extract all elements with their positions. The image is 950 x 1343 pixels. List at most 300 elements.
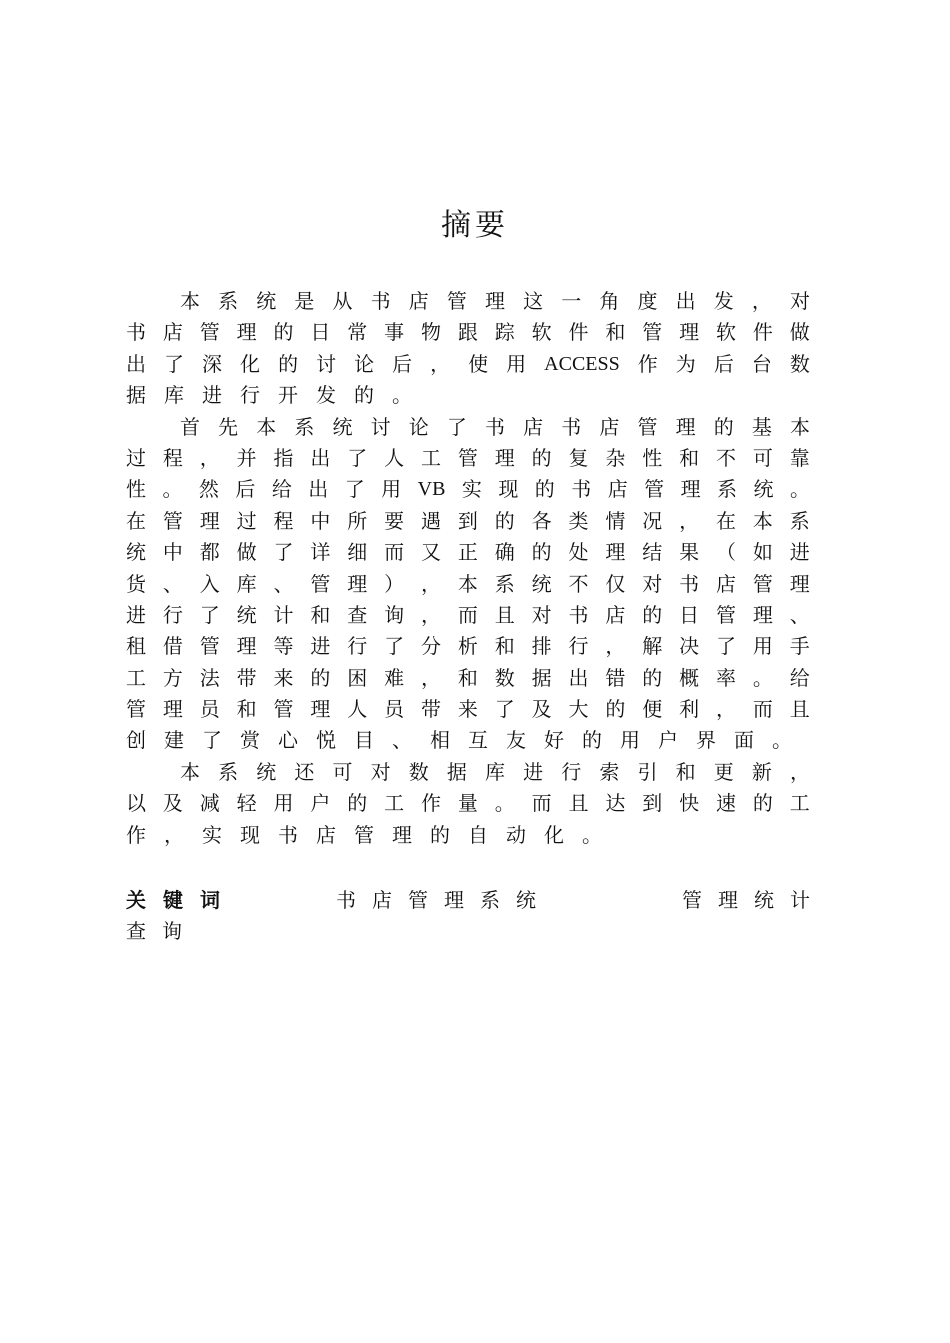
text-char: 杂 bbox=[605, 445, 626, 470]
text-char: 的 bbox=[273, 320, 294, 345]
text-char: 和 bbox=[675, 759, 696, 784]
text-char: 管 bbox=[354, 822, 374, 847]
text-char: 的 bbox=[642, 665, 663, 690]
text-char: 了 bbox=[199, 602, 220, 627]
text-char: 快 bbox=[679, 791, 700, 816]
text-char: 了 bbox=[273, 540, 294, 565]
text-char: 界 bbox=[696, 728, 716, 753]
text-char: 系 bbox=[717, 477, 738, 502]
text-char: 库 bbox=[485, 759, 505, 784]
text-char: 、 bbox=[162, 571, 183, 596]
text-char: 发 bbox=[713, 289, 734, 313]
text-char: 台 bbox=[751, 351, 772, 376]
text-char: 指 bbox=[273, 445, 294, 470]
text-char: 对 bbox=[642, 571, 663, 596]
text-char: 手 bbox=[789, 634, 810, 659]
text-char: 面 bbox=[734, 728, 754, 753]
text-char: 管 bbox=[199, 634, 220, 659]
paragraph-3-line-3 bbox=[126, 820, 810, 851]
text-char: 用 bbox=[752, 634, 773, 659]
text-char: 而 bbox=[384, 540, 405, 565]
text-char: 讨 bbox=[316, 351, 337, 376]
text-char: 和 bbox=[310, 602, 331, 627]
text-char: 理 bbox=[494, 445, 515, 470]
text-char: 统 bbox=[753, 477, 774, 502]
text-char: 本 bbox=[457, 571, 478, 596]
text-char: 书 bbox=[126, 320, 146, 345]
text-char: 便 bbox=[642, 697, 663, 722]
text-char: 如 bbox=[752, 540, 773, 565]
text-char: 据 bbox=[126, 383, 146, 408]
text-char: 数 bbox=[494, 665, 515, 690]
text-char: 赏 bbox=[240, 728, 260, 753]
text-char: 工 bbox=[126, 665, 146, 690]
text-char: 本 bbox=[180, 759, 200, 784]
text-char: ， bbox=[199, 445, 220, 470]
text-char: 和 bbox=[605, 320, 626, 345]
text-char: 相 bbox=[430, 728, 450, 753]
text-char: 的 bbox=[531, 445, 552, 470]
paragraph-2-line-9 bbox=[126, 663, 810, 694]
text-char: 店 bbox=[408, 289, 429, 313]
text-char: 。 bbox=[392, 383, 412, 408]
text-char: 踪 bbox=[494, 320, 515, 345]
text-char: 理 bbox=[392, 822, 412, 847]
paragraph-2-line-7 bbox=[126, 600, 810, 631]
text-char: 据 bbox=[531, 665, 552, 690]
text-char: 理 bbox=[675, 414, 696, 439]
text-char: 细 bbox=[347, 540, 368, 565]
text-char: 的 bbox=[642, 602, 663, 627]
text-char: 行 bbox=[347, 634, 368, 659]
text-char: 性 bbox=[126, 477, 146, 502]
text-char: 的 bbox=[534, 477, 555, 502]
text-char: 行 bbox=[162, 602, 183, 627]
text-char: 及 bbox=[531, 697, 552, 722]
text-char: 解 bbox=[642, 634, 663, 659]
text-char: 工 bbox=[384, 791, 405, 816]
text-char: 了 bbox=[164, 351, 185, 376]
text-char: 库 bbox=[236, 571, 257, 596]
text-char: 出 bbox=[308, 477, 329, 502]
paragraph-2-line-1 bbox=[126, 412, 810, 443]
text-char: 货 bbox=[126, 571, 146, 596]
text-char: 对 bbox=[370, 759, 391, 784]
text-char: 对 bbox=[790, 289, 810, 313]
text-char: 。 bbox=[789, 477, 810, 502]
text-char: 创 bbox=[126, 728, 146, 753]
text-char: 理 bbox=[236, 634, 257, 659]
text-char: 本 bbox=[790, 414, 810, 439]
text-char: 行 bbox=[568, 634, 589, 659]
text-char: ， bbox=[421, 571, 441, 596]
text-char: 理 bbox=[679, 320, 700, 345]
text-char: 这 bbox=[523, 289, 544, 313]
paragraph-2-line-4 bbox=[126, 506, 810, 537]
text-char: 中 bbox=[310, 508, 331, 533]
text-char: 管 bbox=[752, 571, 773, 596]
text-char: 概 bbox=[679, 665, 700, 690]
text-char: 结 bbox=[642, 540, 663, 565]
text-char: 管 bbox=[644, 477, 665, 502]
text-char: 化 bbox=[544, 822, 564, 847]
text-char: 租 bbox=[126, 634, 146, 659]
text-char: 出 bbox=[126, 351, 146, 376]
text-char: 都 bbox=[199, 540, 220, 565]
text-char: 的 bbox=[752, 791, 773, 816]
text-char: 深 bbox=[202, 351, 223, 376]
text-char: 析 bbox=[457, 634, 478, 659]
text-char: 仅 bbox=[605, 571, 626, 596]
text-char: 本 bbox=[752, 508, 773, 533]
text-char: 程 bbox=[162, 445, 183, 470]
text-char: 轻 bbox=[236, 791, 257, 816]
paragraph-1-line-4 bbox=[126, 380, 810, 411]
text-char: 类 bbox=[568, 508, 589, 533]
paragraph-3-line-1 bbox=[126, 757, 810, 788]
text-char: 书 bbox=[485, 414, 505, 439]
text-char: 困 bbox=[347, 665, 368, 690]
text-char: 系 bbox=[789, 508, 810, 533]
text-char: 和 bbox=[236, 697, 257, 722]
text-char: 件 bbox=[752, 320, 773, 345]
text-char: 正 bbox=[457, 540, 478, 565]
text-char: 确 bbox=[494, 540, 515, 565]
text-char: 理 bbox=[485, 289, 505, 313]
text-char: 方 bbox=[162, 665, 183, 690]
text-char: 理 bbox=[789, 571, 810, 596]
text-char: 出 bbox=[568, 665, 589, 690]
text-char: ， bbox=[679, 508, 700, 533]
text-char: 为 bbox=[675, 351, 696, 376]
text-char: 查 bbox=[347, 602, 368, 627]
text-char: 本 bbox=[256, 414, 277, 439]
text-char: 数 bbox=[789, 351, 810, 376]
text-char: 理 bbox=[199, 508, 220, 533]
text-char: 带 bbox=[421, 697, 441, 722]
text-char: 然 bbox=[198, 477, 219, 502]
text-char: 的 bbox=[354, 383, 374, 408]
text-char: 书 bbox=[278, 822, 298, 847]
text-char: 管 bbox=[126, 697, 146, 722]
text-char: 而 bbox=[531, 791, 552, 816]
text-char: 要 bbox=[384, 508, 405, 533]
text-char: 书 bbox=[561, 414, 582, 439]
text-char: 统 bbox=[332, 414, 353, 439]
text-char: 后 bbox=[235, 477, 256, 502]
text-char: 的 bbox=[531, 540, 552, 565]
text-char: 遇 bbox=[421, 508, 441, 533]
text-char: 询 bbox=[384, 602, 405, 627]
text-char: 员 bbox=[199, 697, 220, 722]
text-char: 后 bbox=[392, 351, 413, 376]
text-char: ， bbox=[751, 289, 772, 313]
text-char: 统 bbox=[126, 540, 146, 565]
text-char: 用 bbox=[620, 728, 640, 753]
text-char: 、 bbox=[392, 728, 412, 753]
keywords-label: 关键词 bbox=[126, 888, 237, 912]
text-char: 首 bbox=[180, 414, 200, 439]
text-char: 到 bbox=[642, 791, 663, 816]
text-char: 法 bbox=[199, 665, 220, 690]
text-char: 理 bbox=[310, 697, 331, 722]
text-char: 来 bbox=[457, 697, 478, 722]
text-char: 还 bbox=[294, 759, 315, 784]
text-char: 行 bbox=[561, 759, 582, 784]
text-char: 从 bbox=[332, 289, 353, 313]
text-char: 出 bbox=[675, 289, 696, 313]
text-char: 程 bbox=[273, 508, 294, 533]
text-char: 的 bbox=[310, 665, 331, 690]
text-char: 统 bbox=[256, 759, 277, 784]
text-char: 详 bbox=[310, 540, 331, 565]
text-char: 新 bbox=[751, 759, 772, 784]
text-char: 大 bbox=[568, 697, 589, 722]
text-char: 行 bbox=[240, 383, 260, 408]
text-char: 利 bbox=[679, 697, 700, 722]
text-char: 难 bbox=[384, 665, 405, 690]
text-char: 可 bbox=[752, 445, 773, 470]
paragraph-1-line-2 bbox=[126, 317, 810, 348]
text-char: 店 bbox=[605, 602, 626, 627]
text-char: 库 bbox=[164, 383, 184, 408]
text-char: 的 bbox=[582, 728, 602, 753]
text-char: 现 bbox=[498, 477, 519, 502]
text-char: 人 bbox=[347, 697, 368, 722]
text-char: 度 bbox=[637, 289, 658, 313]
keyword-item: 书店管理系统 bbox=[336, 888, 552, 912]
text-char: 工 bbox=[789, 791, 810, 816]
paragraph-2-line-6 bbox=[126, 569, 810, 600]
paragraph-2-line-5 bbox=[126, 537, 810, 568]
text-char: 量 bbox=[457, 791, 478, 816]
text-char: 及 bbox=[162, 791, 183, 816]
text-char: 和 bbox=[679, 445, 700, 470]
text-char: 发 bbox=[316, 383, 336, 408]
text-char: 各 bbox=[531, 508, 552, 533]
text-char: 的 bbox=[347, 791, 368, 816]
text-char: 理 bbox=[752, 602, 773, 627]
text-char: 用 bbox=[381, 477, 402, 502]
text-char: 店 bbox=[523, 414, 544, 439]
text-char: 带 bbox=[236, 665, 257, 690]
text-char: 软 bbox=[531, 320, 552, 345]
text-char: 。 bbox=[582, 822, 602, 847]
text-char: 悦 bbox=[316, 728, 336, 753]
text-char: 物 bbox=[421, 320, 441, 345]
text-char: 角 bbox=[599, 289, 620, 313]
text-char: 所 bbox=[347, 508, 368, 533]
text-char: 实 bbox=[202, 822, 222, 847]
text-char: 并 bbox=[236, 445, 257, 470]
text-char: 讨 bbox=[370, 414, 391, 439]
text-char: 友 bbox=[506, 728, 526, 753]
text-char: 软 bbox=[716, 320, 736, 345]
text-char: 管 bbox=[310, 571, 331, 596]
text-char: 做 bbox=[789, 320, 810, 345]
text-char: 在 bbox=[126, 508, 146, 533]
text-char: 管 bbox=[716, 602, 736, 627]
text-char: 实 bbox=[461, 477, 482, 502]
text-char: 了 bbox=[446, 414, 467, 439]
text-char: 的 bbox=[430, 822, 450, 847]
text-char: 等 bbox=[273, 634, 294, 659]
text-char: 减 bbox=[199, 791, 220, 816]
text-char: 况 bbox=[642, 508, 663, 533]
text-char: 进 bbox=[523, 759, 544, 784]
text-char: 达 bbox=[605, 791, 626, 816]
text-char: 数 bbox=[408, 759, 429, 784]
text-char: 目 bbox=[354, 728, 374, 753]
paragraph-2-line-10 bbox=[126, 694, 810, 725]
text-char: 心 bbox=[278, 728, 298, 753]
text-char: 计 bbox=[273, 602, 294, 627]
text-char: ， bbox=[164, 822, 184, 847]
text-char: 建 bbox=[164, 728, 184, 753]
text-char: 系 bbox=[218, 759, 239, 784]
text-char: 情 bbox=[605, 508, 626, 533]
text-char: 统 bbox=[256, 289, 277, 313]
paragraph-1-line-3 bbox=[126, 349, 810, 380]
text-char: 理 bbox=[680, 477, 701, 502]
text-char: 管 bbox=[637, 414, 658, 439]
text-char: 、 bbox=[273, 571, 294, 596]
text-char: 到 bbox=[457, 508, 478, 533]
text-char: 人 bbox=[384, 445, 405, 470]
keywords-section bbox=[126, 885, 826, 948]
text-char: 过 bbox=[126, 445, 146, 470]
text-char: 错 bbox=[605, 665, 626, 690]
text-char: ， bbox=[430, 351, 451, 376]
text-char: 速 bbox=[716, 791, 736, 816]
text-char: 用 bbox=[506, 351, 527, 376]
text-char: 来 bbox=[273, 665, 294, 690]
text-char: 一 bbox=[561, 289, 582, 313]
text-char: ， bbox=[421, 665, 441, 690]
text-char: 而 bbox=[752, 697, 773, 722]
text-char: 书 bbox=[568, 602, 589, 627]
text-char: 管 bbox=[642, 320, 663, 345]
text-char: 管 bbox=[457, 445, 478, 470]
text-char: 动 bbox=[506, 822, 526, 847]
text-char: 管 bbox=[273, 697, 294, 722]
paragraph-2-line-8 bbox=[126, 631, 810, 662]
text-char: 系 bbox=[218, 289, 239, 313]
text-char: 书 bbox=[571, 477, 592, 502]
text-char: 员 bbox=[384, 697, 405, 722]
text-char: 。 bbox=[162, 477, 183, 502]
text-char: 理 bbox=[347, 571, 368, 596]
text-char: 可 bbox=[332, 759, 353, 784]
text-char: 处 bbox=[568, 540, 589, 565]
paragraph-2-line-3 bbox=[126, 474, 810, 505]
text-char: 店 bbox=[607, 477, 628, 502]
text-char: 了 bbox=[347, 445, 368, 470]
text-char: 的 bbox=[605, 697, 626, 722]
text-char: 且 bbox=[494, 602, 515, 627]
text-char: 论 bbox=[354, 351, 375, 376]
text-char: 件 bbox=[568, 320, 589, 345]
text-char: 给 bbox=[271, 477, 292, 502]
text-char: 用 bbox=[273, 791, 294, 816]
text-char: 事 bbox=[384, 320, 405, 345]
text-char: 的 bbox=[713, 414, 734, 439]
text-char: 互 bbox=[468, 728, 488, 753]
text-char: 。 bbox=[772, 728, 792, 753]
text-char: 店 bbox=[599, 414, 620, 439]
text-char: 了 bbox=[384, 634, 405, 659]
text-char: 过 bbox=[236, 508, 257, 533]
text-char: 理 bbox=[605, 540, 626, 565]
text-char: 进 bbox=[202, 383, 222, 408]
text-char: 工 bbox=[421, 445, 441, 470]
abstract-body bbox=[126, 286, 810, 851]
text-char: 以 bbox=[126, 791, 146, 816]
text-char: ， bbox=[605, 634, 626, 659]
text-char: 率 bbox=[716, 665, 736, 690]
text-char: 户 bbox=[310, 791, 331, 816]
text-char: 使 bbox=[468, 351, 489, 376]
keyword-item: 管理统计 bbox=[682, 888, 826, 912]
text-char: 户 bbox=[658, 728, 678, 753]
text-char: 店 bbox=[316, 822, 336, 847]
text-char: 日 bbox=[679, 602, 700, 627]
text-char: 。 bbox=[752, 665, 773, 690]
text-char: 做 bbox=[236, 540, 257, 565]
text-char: 本 bbox=[180, 289, 200, 313]
text-char: 复 bbox=[568, 445, 589, 470]
abstract-title: 摘要 bbox=[441, 208, 509, 243]
text-char: 借 bbox=[162, 634, 183, 659]
paragraph-3-line-2 bbox=[126, 788, 810, 819]
text-char: 决 bbox=[679, 634, 700, 659]
text-char: 理 bbox=[162, 697, 183, 722]
text-char: 统 bbox=[531, 571, 552, 596]
text-char: 日 bbox=[310, 320, 331, 345]
text-char: 理 bbox=[236, 320, 257, 345]
text-char: ） bbox=[384, 571, 405, 596]
text-char: 在 bbox=[716, 508, 736, 533]
text-char: 常 bbox=[347, 320, 368, 345]
text-char: 不 bbox=[716, 445, 736, 470]
text-char: 分 bbox=[421, 634, 441, 659]
text-char: 自 bbox=[468, 822, 488, 847]
text-char: 是 bbox=[294, 289, 315, 313]
text-char: 开 bbox=[278, 383, 298, 408]
text-char: （ bbox=[716, 540, 736, 565]
text-char: 后 bbox=[713, 351, 734, 376]
text-char: ， bbox=[716, 697, 736, 722]
text-char: 了 bbox=[716, 634, 736, 659]
text-char: 统 bbox=[236, 602, 257, 627]
text-char: 作 bbox=[126, 822, 146, 847]
text-char: 店 bbox=[716, 571, 736, 596]
paragraph-2-line-11 bbox=[126, 725, 810, 756]
text-char: 管 bbox=[199, 320, 220, 345]
text-char: 书 bbox=[679, 571, 700, 596]
text-char: 作 bbox=[421, 791, 441, 816]
text-char: 给 bbox=[789, 665, 810, 690]
text-char: 作 bbox=[637, 351, 658, 376]
paragraph-1-line-1 bbox=[126, 286, 810, 317]
text-char: 不 bbox=[568, 571, 589, 596]
text-char: 现 bbox=[240, 822, 260, 847]
text-char: 的 bbox=[494, 508, 515, 533]
text-char: 性 bbox=[642, 445, 663, 470]
text-char: 入 bbox=[199, 571, 220, 596]
text-char: 而 bbox=[457, 602, 478, 627]
text-char: 靠 bbox=[789, 445, 810, 470]
